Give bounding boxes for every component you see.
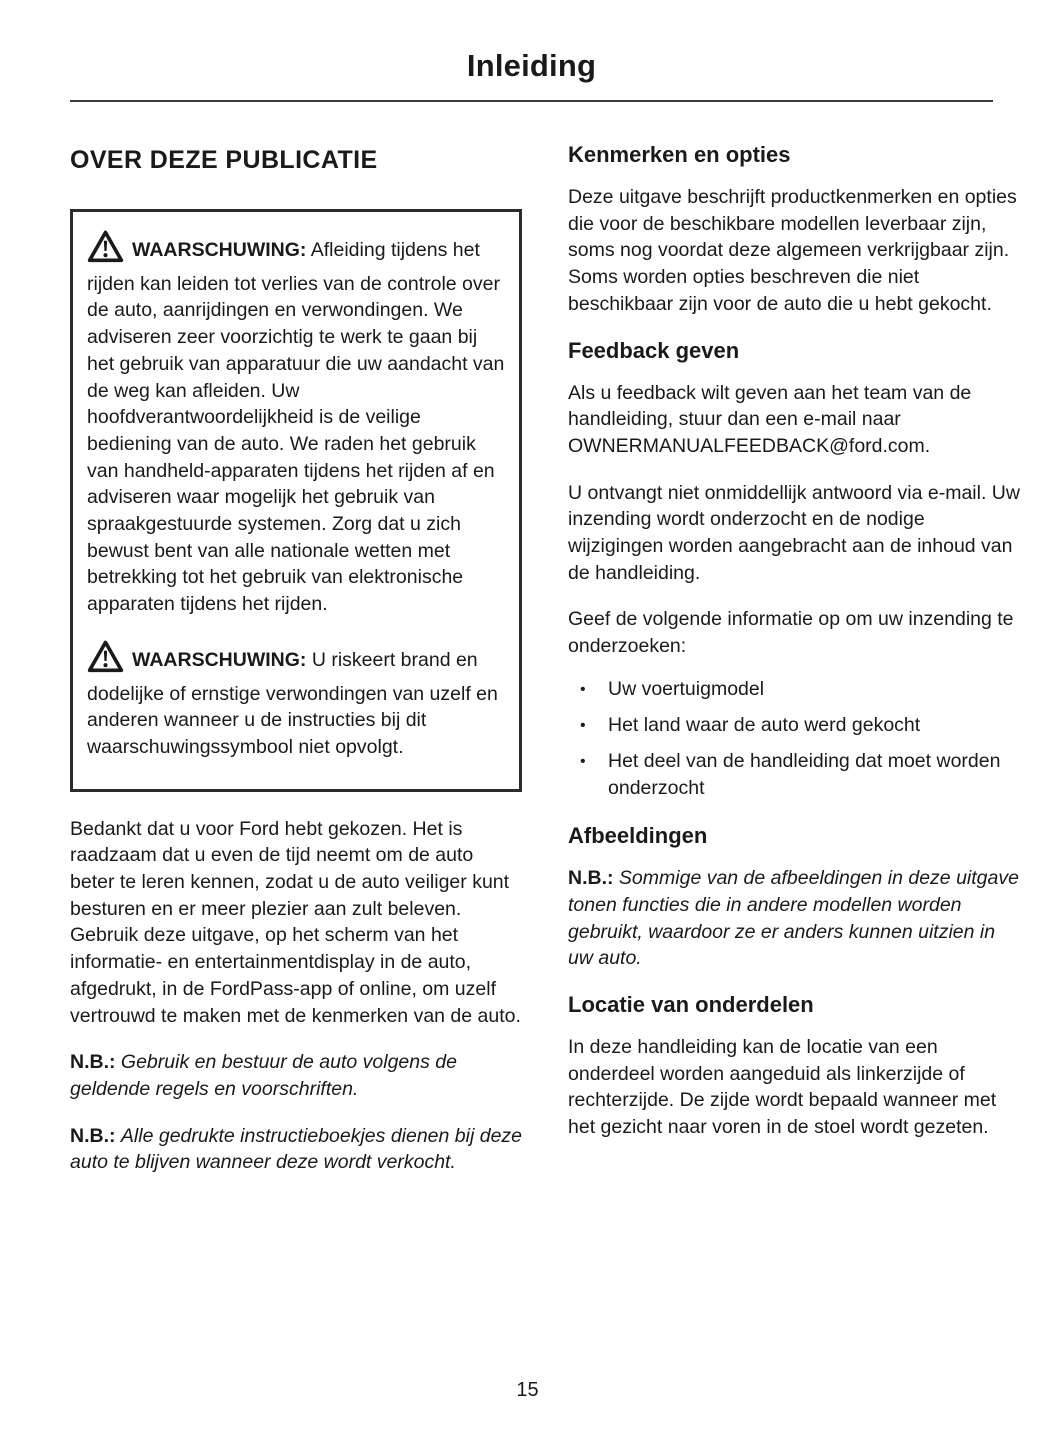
section-title-afbeeldingen: Afbeeldingen (568, 823, 708, 849)
warning-paragraph (87, 640, 505, 761)
page-number: 15 (516, 1379, 539, 1401)
list-item-text: Het land waar de auto werd gekocht (608, 713, 921, 736)
warning-paragraph (87, 230, 505, 618)
section-title-over-deze-publicatie: OVER DEZE PUBLICATIE (70, 146, 378, 174)
feedback-paragraph-info: Geef de volgende informatie op om uw inzending te onderzoeken: (568, 608, 1014, 658)
note-label: N.B.: (568, 867, 614, 890)
note-text: Sommige van de afbeeldingen in deze uitgave tonen functies die in andere modellen worden gebruikt, waardoor ze er anders kunnen uitzien in uw auto. (568, 867, 1019, 970)
locatie-paragraph: In deze handleiding kan de locatie van een onderdeel worden aangeduid als linkerzijde of rechterzijde. De zijde wordt bepaald wanneer met het gezicht naar voren in de stoel wordt gezeten. (568, 1036, 997, 1139)
note-label: N.B.: (70, 1051, 116, 1074)
warning-box (70, 209, 522, 792)
bullet-icon: • (580, 716, 586, 734)
section-title-kenmerken-en-opties: Kenmerken en opties (568, 142, 791, 167)
list-item-text: Het deel van de handleiding dat moet worden onderzocht (608, 749, 1001, 799)
page-title: Inleiding (466, 48, 597, 83)
note-label: N.B.: (70, 1124, 116, 1147)
bullet-icon: • (580, 680, 586, 698)
warning-triangle-icon (87, 230, 124, 271)
section-title-locatie-van-onderdelen: Locatie van onderdelen (568, 992, 814, 1018)
bullet-icon: • (580, 752, 586, 770)
section-title-feedback-geven: Feedback geven (568, 337, 740, 363)
note-paragraph (70, 1049, 522, 1102)
two-column-layout (70, 140, 1020, 1196)
warning-text: Afleiding tijdens het rijden kan leiden tot verlies van de controle over de auto, aanrijdingen en verwondingen. We adviseren zeer voorzichtig te werk te gaan bij het gebruik van apparatuur die uw aandacht van de weg kan afleiden. Uw hoofdverantwoordelijkheid is de veilige bediening van de auto. We raden het gebruik van handheld-apparaten tijdens het rijden af en adviseren waar mogelijk het gebruik van spraakgestuurde systemen. Zorg dat u zich bewust bent van alle nationale wetten met betrekking tot het gebruik van elektronische apparaten tijdens het rijden. (87, 239, 505, 616)
left-column (70, 140, 522, 1196)
header-divider (70, 100, 993, 102)
list-item-text: Uw voertuigmodel (608, 677, 765, 700)
feedback-bullet-list (568, 676, 1020, 801)
intro-body-paragraph: Bedankt dat u voor Ford hebt gekozen. Het is raadzaam dat u even de tijd neemt om de auto beter te leren kennen, zodat u de auto veiliger kunt besturen en er meer plezier aan zult beleven. Gebruik deze uitgave, op het scherm van het informatie- en entertainmentdisplay in de auto, afgedrukt, in de FordPass-app of online, om uzelf vertrouwd te maken met de kenmerken van de auto. (70, 817, 521, 1027)
right-column (568, 140, 1020, 1196)
feedback-paragraph-email: Als u feedback wilt geven aan het team van de handleiding, stuur dan een e-mail naar OWNERMANUALFEEDBACK@ford.com. (568, 381, 972, 457)
kenmerken-paragraph: Deze uitgave beschrijft productkenmerken en opties die voor de beschikbare modellen leverbaar zijn, soms nog voordat deze algemeen verkrijgbaar zijn. Soms worden opties beschreven die niet beschikbaar zijn voor de auto die u hebt gekocht. (568, 186, 1017, 315)
warning-label: WAARSCHUWING: (132, 648, 307, 671)
warning-triangle-icon (87, 640, 124, 681)
list-item (568, 748, 1020, 801)
note-paragraph (568, 865, 1020, 972)
note-paragraph (70, 1123, 522, 1176)
feedback-paragraph-response: U ontvangt niet onmiddellijk antwoord via e-mail. Uw inzending wordt onderzocht en de nodige wijzigingen worden aangebracht aan de inhoud van de handleiding. (568, 481, 1020, 584)
warning-label: WAARSCHUWING: (132, 239, 307, 261)
note-text: Alle gedrukte instructieboekjes dienen bij deze auto te blijven wanneer deze wordt verkocht. (70, 1124, 523, 1174)
warning-text: U riskeert brand en dodelijke of ernstige verwondingen van uzelf en anderen wanneer u de instructies bij dit waarschuwingssymbool niet opvolgt. (87, 648, 498, 758)
note-text: Gebruik en bestuur de auto volgens de geldende regels en voorschriften. (70, 1051, 457, 1100)
list-item (568, 712, 1020, 739)
list-item (568, 676, 1020, 703)
